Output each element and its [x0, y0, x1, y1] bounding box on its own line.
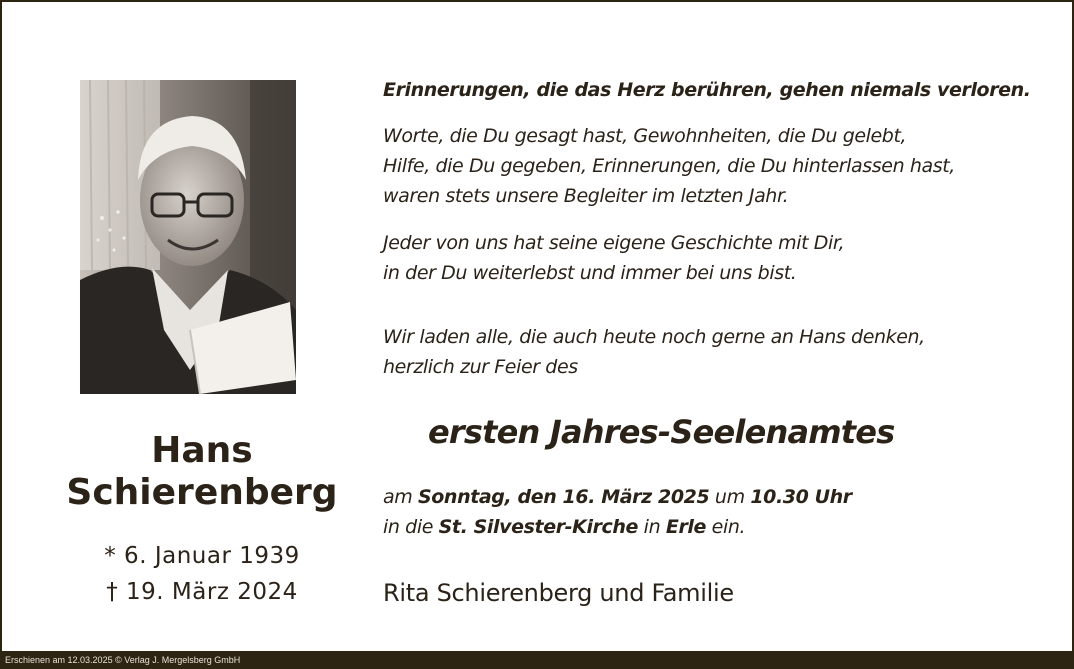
event-place: Erle [665, 516, 707, 538]
verse-line: Jeder von uns hat seine eigene Geschichte mit Dir, [383, 232, 845, 254]
verse-line: Hilfe, die Du gegeben, Erinnerungen, die Du hinterlassen hast, [383, 155, 955, 177]
birth-date: * 6. Januar 1939 [104, 543, 300, 569]
signature: Rita Schierenberg und Familie [383, 579, 734, 607]
invitation-line: herzlich zur Feier des [383, 356, 578, 378]
event-time: 10.30 Uhr [750, 486, 852, 508]
prefix-text: am [383, 486, 418, 508]
motto [383, 75, 1063, 105]
portrait-photo [80, 80, 296, 394]
verse-paragraph-2 [383, 228, 1063, 288]
invitation-paragraph [383, 322, 1063, 382]
first-name: Hans [151, 430, 253, 471]
deceased-name [32, 430, 372, 514]
life-dates [32, 538, 372, 610]
event-day: Sonntag, den 16. März 2025 [418, 486, 710, 508]
death-date: † 19. März 2024 [106, 579, 298, 605]
verse-line: Worte, die Du gesagt hast, Gewohnheiten, die Du gelebt, [383, 125, 907, 147]
invitation-line: Wir laden alle, die auch heute noch gerne an Hans denken, [383, 326, 925, 348]
verse-paragraph-1 [383, 121, 1063, 211]
event-title: ersten Jahres-Seelenamtes [428, 413, 895, 451]
event-date-line [383, 482, 1063, 512]
event-details [383, 482, 1063, 542]
prefix-text: in die [383, 516, 439, 538]
verse-line: in der Du weiterlebst und immer bei uns bist. [383, 262, 797, 284]
obituary-card [2, 2, 1072, 651]
connector-text: um [709, 486, 751, 508]
event-church: St. Silvester-Kirche [438, 516, 639, 538]
portrait-image [80, 80, 296, 394]
publication-footer: Erschienen am 12.03.2025 © Verlag J. Mergelsberg GmbH [5, 655, 241, 665]
connector-text: in [638, 516, 666, 538]
verse-line: waren stets unsere Begleiter im letzten Jahr. [383, 185, 789, 207]
last-name: Schierenberg [66, 472, 338, 513]
motto-line: Erinnerungen, die das Herz berühren, gehen niemals verloren. [383, 79, 1031, 101]
suffix-text: ein. [706, 516, 746, 538]
event-location-line [383, 512, 1063, 542]
